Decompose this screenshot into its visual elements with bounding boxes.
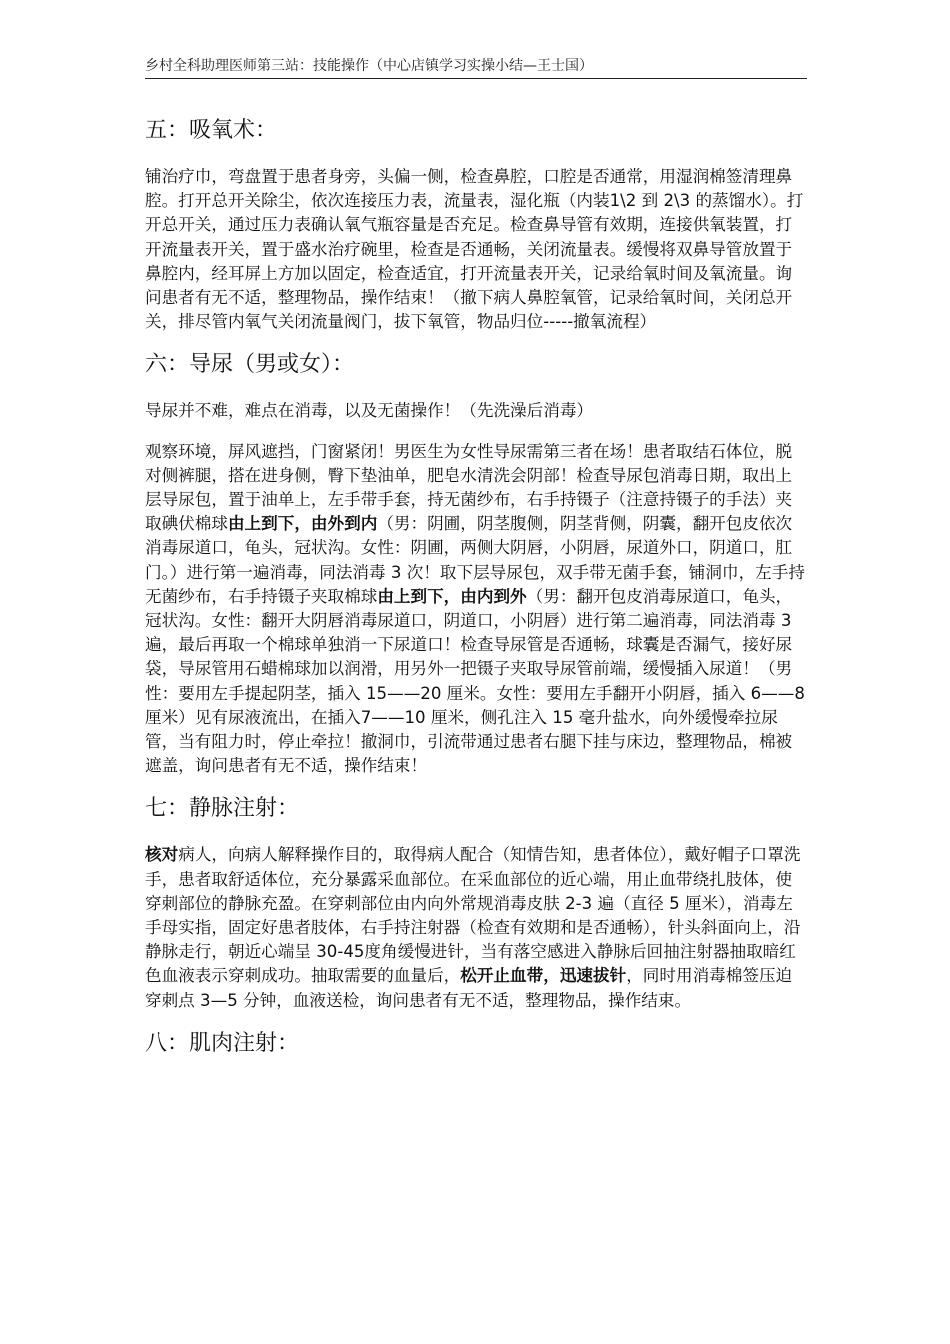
section-heading-iv-injection: 七：静脉注射： — [145, 796, 300, 822]
emphasis-text: 由上到下，由外到内 — [227, 514, 378, 534]
text-run: 病人，向病人解释操作目的，取得病人配合（知情告知，患者体位），戴好帽子口罩洗手，患者取舒适体位，充分暴露采血部位。在采血部位的近心端，用止血带绕扎肢体，使穿刺部位的静脉充盈。在穿刺部位由内向外常规消毒皮肤 2-3 遍（直径 5 厘米），消毒左手母实指，固定好患者肢体，右手持注射器（检查有效期和是否通畅），针头斜面向上，沿静脉走行，朝近心端呈 30-45度角缓慢进针，当有落空感进入静脉后回抽注射器抽取暗红色血液表示穿刺成功。抽取需要的血量后， — [145, 845, 801, 986]
text-run: （男：翻开包皮消毒尿道口，龟头，冠状沟。女性：翻开大阴唇消毒尿道口，阴道口，小阴唇）进行第二遍消毒，同法消毒 3 遍，最后再取一个棉球单独消一下尿道口！检查导尿管是否通畅，球囊是否漏气，接好尿袋，导尿管用石蜡棉球加以润滑，用另外一把镊子夹取导尿管前端，缓慢插入尿道！（男性：要用左手提起阴茎，插入 15——20 厘米。女性：要用左手翻开小阴唇，插入 6——8 厘米）见有尿液流出，在插入7——10 厘米，侧孔注入 15 毫升盐水，向外缓慢牵拉尿管，当有阻力时，停止牵拉！撤洞巾，引流带通过患者右腿下挂与床边，整理物品，棉被遮盖，询问患者有无不适，操作结束！ — [145, 586, 805, 776]
page-header: 乡村全科助理医师第三站：技能操作（中心店镇学习实操小结—王士国） — [145, 58, 593, 74]
header-divider — [145, 78, 807, 79]
catheterization-intro: 导尿并不难，难点在消毒，以及无菌操作！（先洗澡后消毒） — [145, 401, 594, 421]
text-run: ，同时用消毒棉签压迫穿刺点 3—5 分钟，血液送检，询问患者有无不适，整理物品，操作结束。 — [145, 966, 793, 1010]
section-heading-im-injection: 八：肌肉注射： — [145, 1030, 300, 1056]
oxygen-procedure-text: 铺治疗巾，弯盘置于患者身旁，头偏一侧，检查鼻腔，口腔是否通常，用湿润棉签清理鼻腔。打开总开关除尘，依次连接压力表，流量表，湿化瓶（内装1\2 到 2\3 的蒸馏水）。打开总开关，通过压力表确认氧气瓶容量是否充足。检查鼻导管有效期，连接供氧装置，打开流量表开关，置于盛水治疗碗里，检查是否通畅，关闭流量表。缓慢将双鼻导管放置于鼻腔内，经耳屏上方加以固定，检查适宜，打开流量表开关，记录给氧时间及氧流量。询问患者有无不适，整理物品，操作结束！（撤下病人鼻腔氧管，记录给氧时间，关闭总开关，排尽管内氧气关闭流量阀门，拔下氧管，物品归位-----撤氧流程） — [145, 167, 804, 332]
text-run: 观察环境，屏风遮挡，门窗紧闭！男医生为女性导尿需第三者在场！患者取结石体位，脱对侧裤腿，搭在进身侧，臀下垫油单，肥皂水清洗会阴部！检查导尿包消毒日期，取出上层导尿包，置于油单上，左手带手套，持无菌纱布，右手持镊子（注意持镊子的手法）夹取碘伏棉球 — [145, 441, 793, 534]
section-heading-oxygen: 五：吸氧术： — [145, 118, 278, 143]
emphasis-text: 松开止血带，迅速拔针 — [460, 966, 627, 986]
text-run: （男：阴圃，阴茎腹侧，阴茎背侧，阴囊，翻开包皮依次消毒尿道口，龟头，冠状沟。女性：阴圃，两侧大阴唇，小阴唇，尿道外口，阴道口，肛门。）进行第一遍消毒，同法消毒 3 次！取下层导尿包，双手带无菌手套，铺洞巾，左手持无菌纱布，右手持镊子夹取棉球 — [145, 514, 805, 606]
section-heading-catheterization: 六：导尿（男或女）： — [145, 352, 355, 378]
emphasis-text: 核对 — [145, 845, 179, 865]
emphasis-text: 由上到下，由内到外 — [377, 586, 527, 606]
iv-injection-procedure-text — [145, 843, 807, 1012]
document-body — [145, 116, 807, 1078]
catheterization-procedure-text — [145, 440, 807, 779]
